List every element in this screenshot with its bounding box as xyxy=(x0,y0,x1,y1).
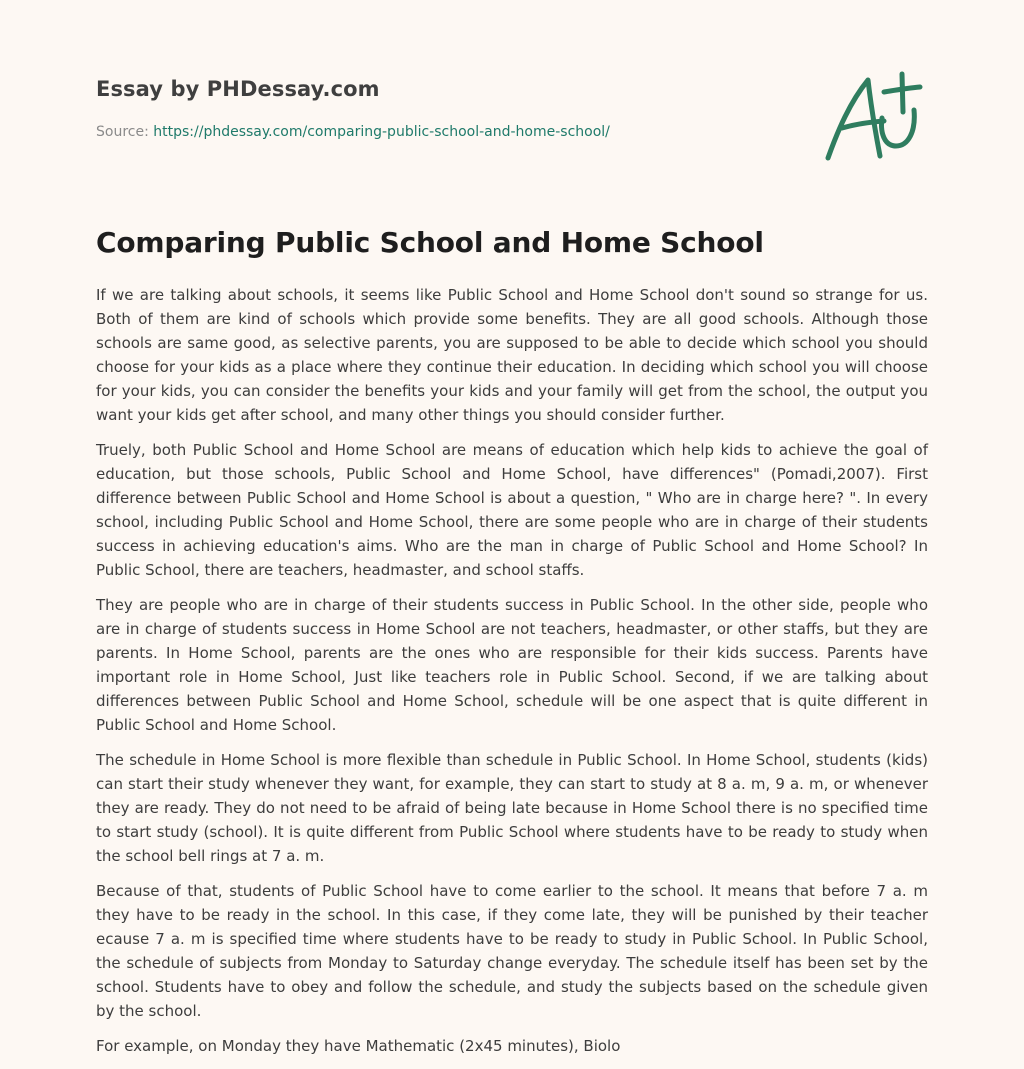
a-plus-grade-icon xyxy=(824,66,928,166)
essay-body xyxy=(96,283,928,1069)
essay-paragraph: If we are talking about schools, it seems like Public School and Home School don't sound so strange for us. Both of them are kind of schools which provide some benefits. They are all good schools. Although those schools are same good, as selective parents, you are supposed to be able to decide which school you should choose for your kids as a place where they continue their education. In deciding which school you will choose for your kids, you can consider the benefits your kids and your family will get from the school, the output you want your kids get after school, and many other things you should consider further. xyxy=(96,286,928,424)
essay-paragraph: For example, on Monday they have Mathematic (2x45 minutes), Biolo xyxy=(96,1037,621,1055)
essay-paragraph: The schedule in Home School is more flexible than schedule in Public School. In Home School, students (kids) can start their study whenever they want, for example, they can start to study at 8 a. m, 9 a. m, or whenever they are ready. They do not need to be afraid of being late because in Home School there is no specified time to start study (school). It is quite different from Public School where students have to be ready to study when the school bell rings at 7 a. m. xyxy=(96,751,928,865)
source-link[interactable]: https://phdessay.com/comparing-public-school-and-home-school/ xyxy=(153,124,610,140)
brand-title: Essay by PHDessay.com xyxy=(96,77,380,101)
essay-paragraph: They are people who are in charge of their students success in Public School. In the other side, people who are in charge of students success in Home School are not teachers, headmaster, or other staffs, but they are parents. In Home School, parents are the ones who are responsible for their kids success. Parents have important role in Home School, Just like teachers role in Public School. Second, if we are talking about differences between Public School and Home School, schedule will be one aspect that is quite different in Public School and Home School. xyxy=(96,596,928,734)
essay-paragraph: Truely, both Public School and Home School are means of education which help kids to achieve the goal of education, but those schools, Public School and Home School, have differences" (Pomadi,2007). First difference between Public School and Home School is about a question, " Who are in charge here? ". In every school, including Public School and Home School, there are some people who are in charge of their students success in achieving education's aims. Who are the man in charge of Public School and Home School? In Public School, there are teachers, headmaster, and school staffs. xyxy=(96,441,928,579)
essay-paragraph: Because of that, students of Public School have to come earlier to the school. It means that before 7 a. m they have to be ready in the school. In this case, if they come late, they will be punished by their teacher ecause 7 a. m is specified time where students have to be ready to study in Public School. In Public School, the schedule of subjects from Monday to Saturday change everyday. The schedule itself has been set by the school. Students have to obey and follow the schedule, and study the subjects based on the schedule given by the school. xyxy=(96,882,928,1020)
essay-page xyxy=(96,0,928,1055)
page-header xyxy=(96,0,928,200)
essay-title: Comparing Public School and Home School xyxy=(96,226,764,259)
source-line xyxy=(96,124,610,140)
source-label: Source: xyxy=(96,124,149,140)
